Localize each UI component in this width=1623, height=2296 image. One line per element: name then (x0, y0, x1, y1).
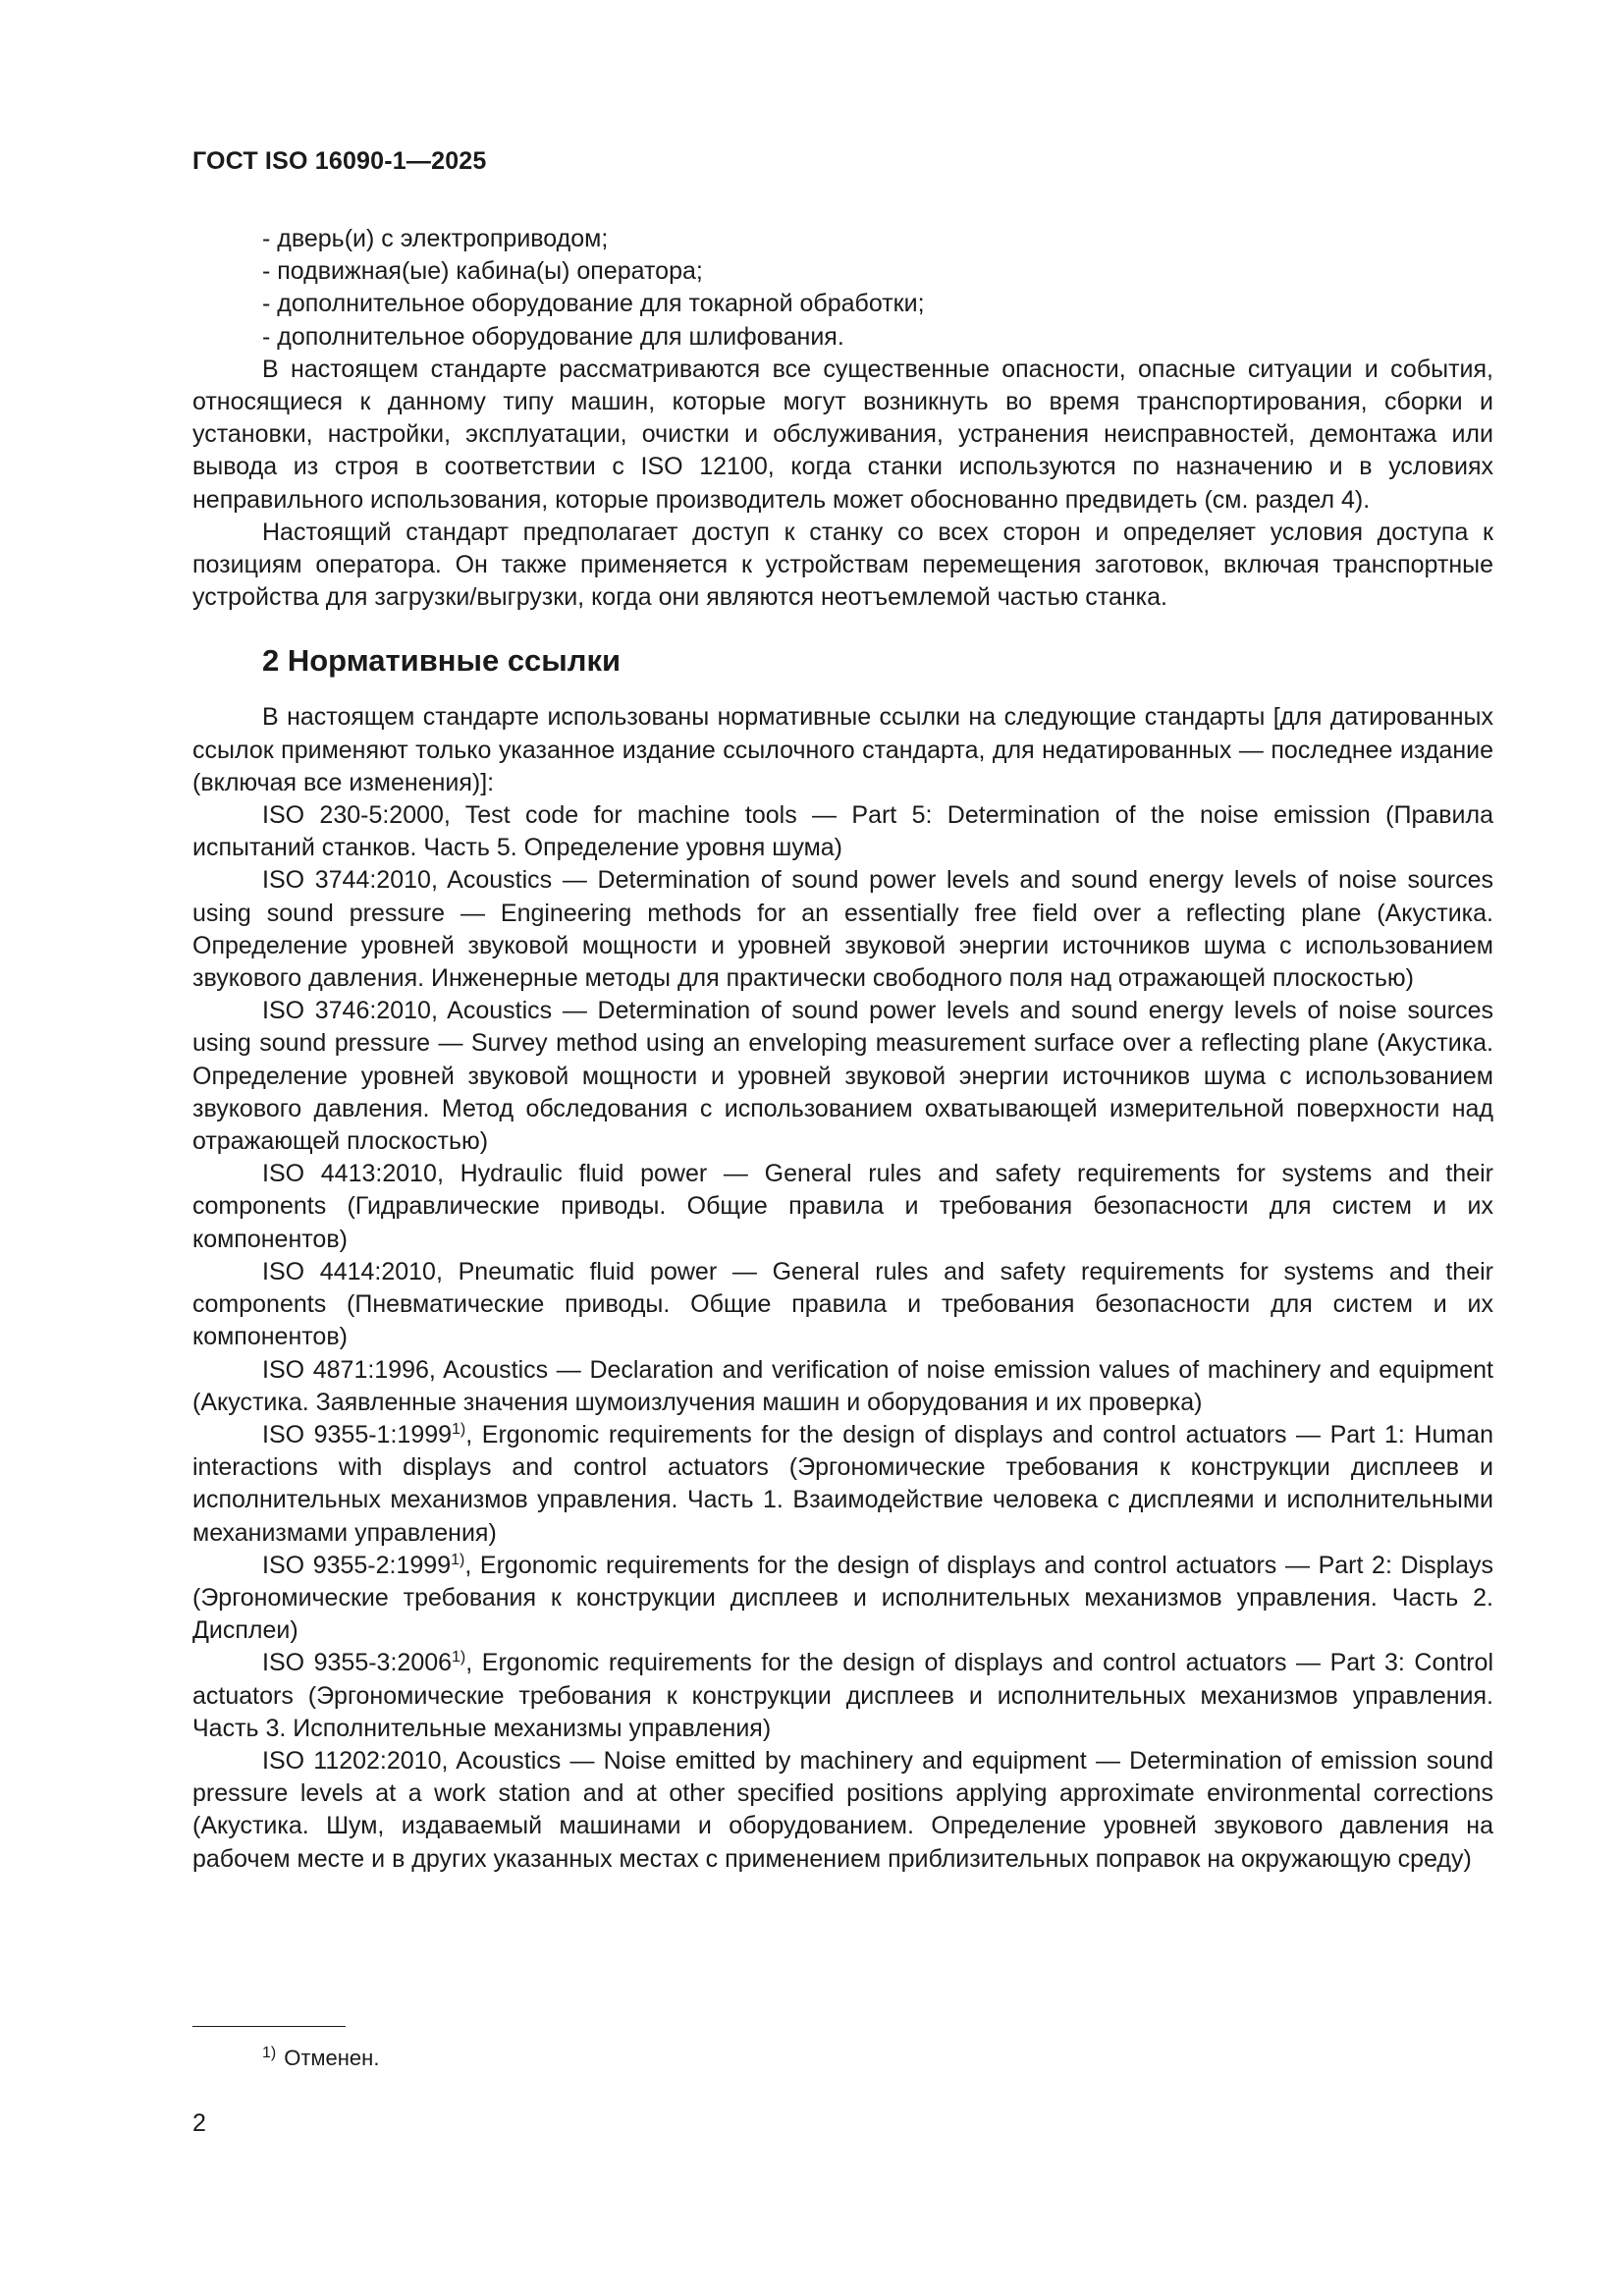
reference-item (192, 1419, 1493, 1550)
footnote (262, 2045, 379, 2071)
reference-item (192, 1745, 1493, 1876)
reference-text: , Ergonomic requirements for the design of displays and control actuators — Part 2: Displays (Эргономические требования к конструкции дисплеев и исполнительных механизмов управления. Часть 2. Дисплеи) (192, 1551, 1493, 1645)
section-heading-container (192, 641, 1493, 681)
footnote-ref: 1) (452, 1649, 466, 1667)
reference-text: , Pneumatic fluid power — General rules and safety requirements for systems and their components (Пневматические приводы. Общие правила и требования безопасности для систем и их компонентов) (192, 1257, 1493, 1351)
reference-item (192, 1256, 1493, 1354)
reference-text: , Ergonomic requirements for the design of displays and control actuators — Part 3: Control actuators (Эргономические требования к конструкции дисплеев и исполнительных механизмов управления. Часть 3. Исполнительные механизмы управления) (192, 1649, 1493, 1742)
list-item: - дверь(и) с электроприводом; (262, 225, 609, 252)
reference-text: , Acoustics — Determination of sound power levels and sound energy levels of noise sources using sound pressure — Survey method using an enveloping measurement surface over a reflecting plane (Акустика. Определение уровней звуковой мощности и уровней звуковой энергии источников шума с использованием звукового давления. Метод обследования с использованием охватывающей измерительной поверхности над отражающей плоскостью) (192, 997, 1493, 1156)
reference-code: ISO 4871:1996 (262, 1355, 429, 1384)
reference-item (192, 1158, 1493, 1256)
reference-item (192, 1354, 1493, 1419)
access-paragraph: Настоящий стандарт предполагает доступ к станку со всех сторон и определяет условия доступа к позициям оператора. Он также применяется к устройствам перемещения заготовок, включая транспортные устройства для загрузки/выгрузки, когда они являются неотъемлемой частью станка. (192, 518, 1493, 612)
reference-item (192, 1647, 1493, 1745)
scope-paragraph: В настоящем стандарте рассматриваются все существенные опасности, опасные ситуации и события, относящиеся к данному типу машин, которые могут возникнуть во время транспортирования, сборки и установки, настройки, эксплуатации, очистки и обслуживания, устранения неисправностей, демонтажа или вывода из строя в соответствии с ISO 12100, когда станки используются по назначению и в условиях неправильного использования, которые производитель может обоснованно предвидеть (см. раздел 4). (192, 355, 1493, 514)
reference-code: ISO 3746:2010 (262, 997, 431, 1025)
reference-item (192, 1550, 1493, 1648)
reference-text: , Acoustics — Noise emitted by machinery and equipment — Determination of emission sound pressure levels at a work station and at other specified positions applying approximate environmental corrections (Акустика. Шум, издаваемый машинами и оборудованием. Определение уровней звукового давления на рабочем месте и в других указанных местах с применением приблизительных поправок на окружающую среду) (192, 1746, 1493, 1873)
reference-code: ISO 9355-1:1999 (262, 1420, 453, 1449)
footnote-text: Отменен. (284, 2046, 380, 2070)
footnote-mark: 1) (262, 2045, 277, 2061)
reference-code: ISO 4414:2010 (262, 1257, 436, 1285)
reference-code: ISO 230-5:2000 (262, 801, 444, 830)
document-header: ГОСТ ISO 16090-1—2025 (192, 147, 487, 175)
reference-code: ISO 9355-2:1999 (262, 1551, 452, 1579)
reference-item (192, 995, 1493, 1158)
reference-text: , Hydraulic fluid power — General rules and safety requirements for systems and their components (Гидравлические приводы. Общие правила и требования безопасности для систем и их компонентов) (192, 1160, 1493, 1253)
section-intro: В настоящем стандарте использованы нормативные ссылки на следующие стандарты [для датированных ссылок применяют только указанное издание ссылочного стандарта, для недатированных — последнее издание (включая все изменения)]: (192, 703, 1493, 796)
reference-text: , Test code for machine tools — Part 5: Determination of the noise emission (Правила испытаний станков. Часть 5. Определение уровня шума) (192, 801, 1494, 862)
reference-text: , Acoustics — Declaration and verification of noise emission values of machinery and equipment (Акустика. Заявленные значения шумоизлучения машин и оборудования и их проверка) (192, 1355, 1493, 1416)
reference-text: , Ergonomic requirements for the design of displays and control actuators — Part 1: Human interactions with displays and control actuators (Эргономические требования к конструкции дисплеев и исполнительных механизмов управления. Часть 1. Взаимодействие человека с дисплеями и исполнительными механизмами управления) (192, 1420, 1493, 1547)
reference-code: ISO 4413:2010 (262, 1160, 437, 1188)
footnote-ref: 1) (452, 1420, 466, 1438)
list-item: - дополнительное оборудование для шлифования. (262, 322, 844, 351)
page-number: 2 (192, 2109, 206, 2137)
list-item: - подвижная(ые) кабина(ы) оператора; (262, 257, 703, 286)
list-item: - дополнительное оборудование для токарной обработки; (262, 290, 925, 318)
reference-code: ISO 11202:2010 (262, 1746, 442, 1775)
reference-text: , Acoustics — Determination of sound power levels and sound energy levels of noise sources using sound pressure — Engineering methods for an essentially free field over a reflecting plane (Акустика. Определение уровней звуковой мощности и уровней звуковой энергии источников шума с использованием звукового давления. Инженерные методы для практически свободного поля над отражающей плоскостью) (192, 866, 1493, 993)
page-body (192, 223, 1493, 1876)
reference-item (192, 864, 1493, 995)
footnote-ref: 1) (451, 1551, 465, 1568)
reference-code: ISO 9355-3:2006 (262, 1649, 453, 1677)
reference-code: ISO 3744:2010 (262, 866, 431, 895)
footnote-divider (192, 2026, 346, 2027)
section-heading: 2 Нормативные ссылки (262, 643, 622, 679)
reference-item (192, 799, 1493, 864)
